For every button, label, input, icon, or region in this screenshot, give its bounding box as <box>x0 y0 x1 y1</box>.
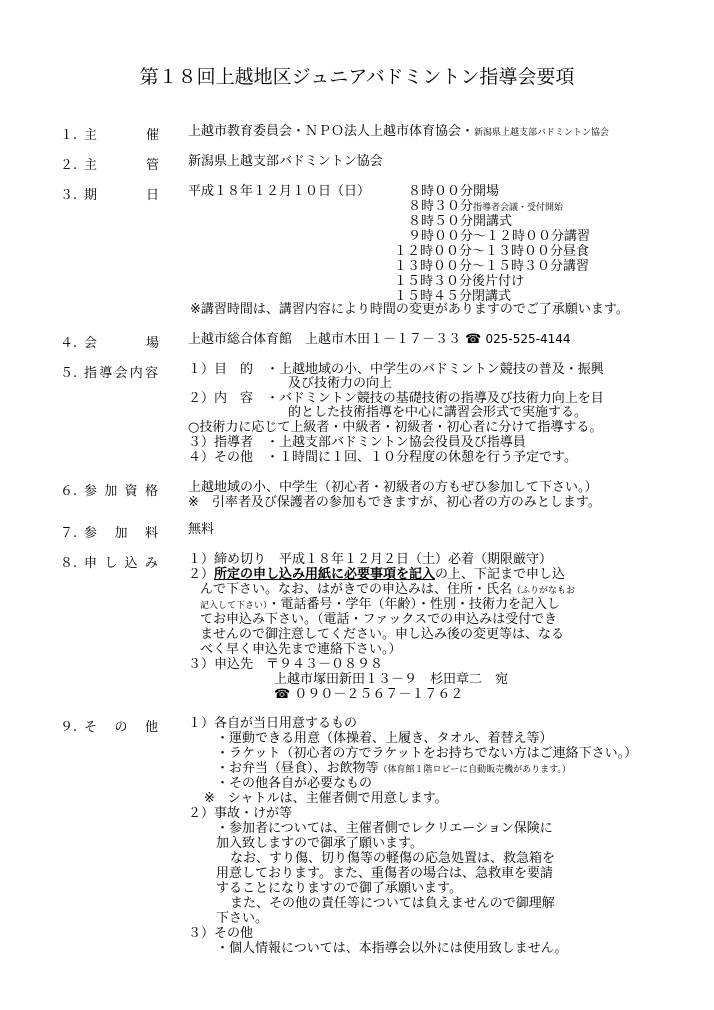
application-phone: ☎ ０９０－２５６７－１７６２ <box>274 687 464 702</box>
other-line: ・お弁当（昼食）、お飲物等（体育館１階ロビーに自動販売機があります。） <box>216 761 571 776</box>
section-label: 参 加 料 <box>84 526 158 541</box>
section-number: ４. <box>60 336 78 351</box>
other-line: 加入致しますので御承了願います。 <box>216 836 423 851</box>
section-label: 主 催 <box>84 128 159 143</box>
application-line: ３）申込先 〒９４３－０８９８ <box>188 657 384 672</box>
section-label: そ の 他 <box>84 720 158 735</box>
other-line: ・ラケット（初心者の方でラケットをお持ちでない方はご連絡下さい。） <box>216 746 638 761</box>
other-line: ※ シャトルは、主催者側で用意します。 <box>204 791 448 806</box>
application-address: 上越市塚田新田１３－９ 杉田章二 宛 <box>274 672 509 687</box>
other-line: ・運動できる用意（体操着、上履き、タオル、着替え等） <box>216 731 553 746</box>
section-number: ８. <box>60 556 78 571</box>
other-line: ・個人情報については、本指導会以外には使用致しません。 <box>216 941 568 956</box>
section-number: １. <box>60 128 78 143</box>
section-label: 主 管 <box>84 158 159 173</box>
other-line: また、その他の責任等については負えませんので御理解 <box>230 896 555 911</box>
section-label: 指 導 会 内 容 <box>84 366 158 381</box>
section-label: 参 加 資 格 <box>84 484 158 499</box>
schedule-note: ※講習時間は、講習内容により時間の変更がありますのでご了承願います。 <box>190 302 629 317</box>
fee-value: 無料 <box>188 522 215 537</box>
section-label: 申 し 込 み <box>84 556 158 571</box>
section-number: ５. <box>60 366 78 381</box>
other-line: ３）その他 <box>188 926 254 941</box>
other-line: 下さい。 <box>216 911 269 926</box>
content-line: 及び技術力の向上 <box>288 376 393 391</box>
section-content: 新潟県上越支部バドミントン協会 <box>188 154 383 169</box>
schedule-item: ９時００分～１２時００分講習 <box>408 229 591 244</box>
other-line: なお、すり傷、切り傷等の軽傷の応急処置は、救急箱を <box>230 851 556 866</box>
content-line: ４）その他 ・１時間に１回、１０分程度の休憩を行う予定です。 <box>188 450 577 465</box>
section-number: ３. <box>60 188 78 203</box>
other-line: ２）事故・けが等 <box>188 806 293 821</box>
application-line: １）締め切り 平成１８年１２月２日（土）必着（期限厳守） <box>188 552 553 567</box>
schedule-item: ８時５０分開講式 <box>408 214 513 229</box>
content-line: １）目 的 ・上越地域の小、中学生のバドミントン競技の普及・振興 <box>188 362 604 377</box>
phone-icon: ☎ <box>465 332 482 347</box>
section-number: ９. <box>60 720 78 735</box>
content-line: 的とした技術指導を中心に講習会形式で実施する。 <box>288 405 588 420</box>
section-number: ２. <box>60 158 78 173</box>
application-line: んで下さい。なお、はがきでの申込みは、住所・氏名（ふりがなもお <box>200 582 576 597</box>
section-content: 上越市教育委員会・ＮＰＯ法人上越市体育協会・新潟県上越支部バドミントン協会 <box>188 124 609 139</box>
other-line: 用意しております。また、重傷者の場合は、急救車を要請 <box>216 866 553 881</box>
event-date: 平成１８年１２月１０日（日） <box>188 184 371 199</box>
application-line: べく早く申込先まで連絡下さい。） <box>200 642 402 657</box>
section-label: 会 場 <box>84 336 159 351</box>
section-label: 期 日 <box>84 188 159 203</box>
other-line: ・その他各自が必要なもの <box>216 776 373 791</box>
application-line: 記入して下さい）・電話番号・学年（年齢）・性別・技術力を記入し <box>200 597 561 612</box>
schedule-item: ８時００分開場 <box>408 184 500 199</box>
application-line: ２）所定の申し込み用紙に必要事項を記入の上、下記まで申し込 <box>188 567 566 582</box>
content-line: ○技術力に応じて上級者・中級者・初級者・初心者に分けて指導する。 <box>188 420 603 435</box>
section-number: ６. <box>60 484 78 499</box>
other-line: ・参加者については、主催者側でレクリエーション保険に <box>216 821 553 836</box>
schedule-item: １３時００分～１５時３０分講習 <box>394 259 590 274</box>
schedule-item: １５時３０分後片付け <box>394 274 525 289</box>
eligibility-line: 上越地域の小、中学生（初心者・初級者の方もぜひ参加して下さい。） <box>188 480 598 495</box>
schedule-item: １２時００分～１３時００分昼食 <box>394 244 590 259</box>
phone-icon: ☎ <box>274 687 291 702</box>
venue-address: 上越市総合体育館 上越市木田１－１７－３３ ☎ 025-525-4144 <box>188 332 571 347</box>
application-line: てお申込み下さい。（電話・ファックスでの申込みは受付でき <box>200 612 558 627</box>
other-line: １）各自が当日用意するもの <box>188 716 358 731</box>
application-line: ませんので御注意してください。申し込み後の変更等は、なる <box>200 627 565 642</box>
schedule-item: ８時３０分指導者会議・受付開始 <box>408 199 564 214</box>
venue-phone: 025-525-4144 <box>485 332 571 346</box>
eligibility-line: ※ 引率者及び保護者の参加もできますが、初心者の方のみとします。 <box>188 495 601 510</box>
content-line: ３）指導者 ・上越支部バドミントン協会役員及び指導員 <box>188 435 526 450</box>
schedule-item: １５時４５分閉講式 <box>394 289 512 304</box>
content-line: ２）内 容 ・バドミントン競技の基礎技術の指導及び技術力向上を目 <box>188 391 604 406</box>
section-number: ７. <box>60 526 78 541</box>
other-line: することになりますので御了承願います。 <box>216 881 462 896</box>
page-title: 第１８回上越地区ジュニアバドミントン指導会要項 <box>139 66 575 88</box>
